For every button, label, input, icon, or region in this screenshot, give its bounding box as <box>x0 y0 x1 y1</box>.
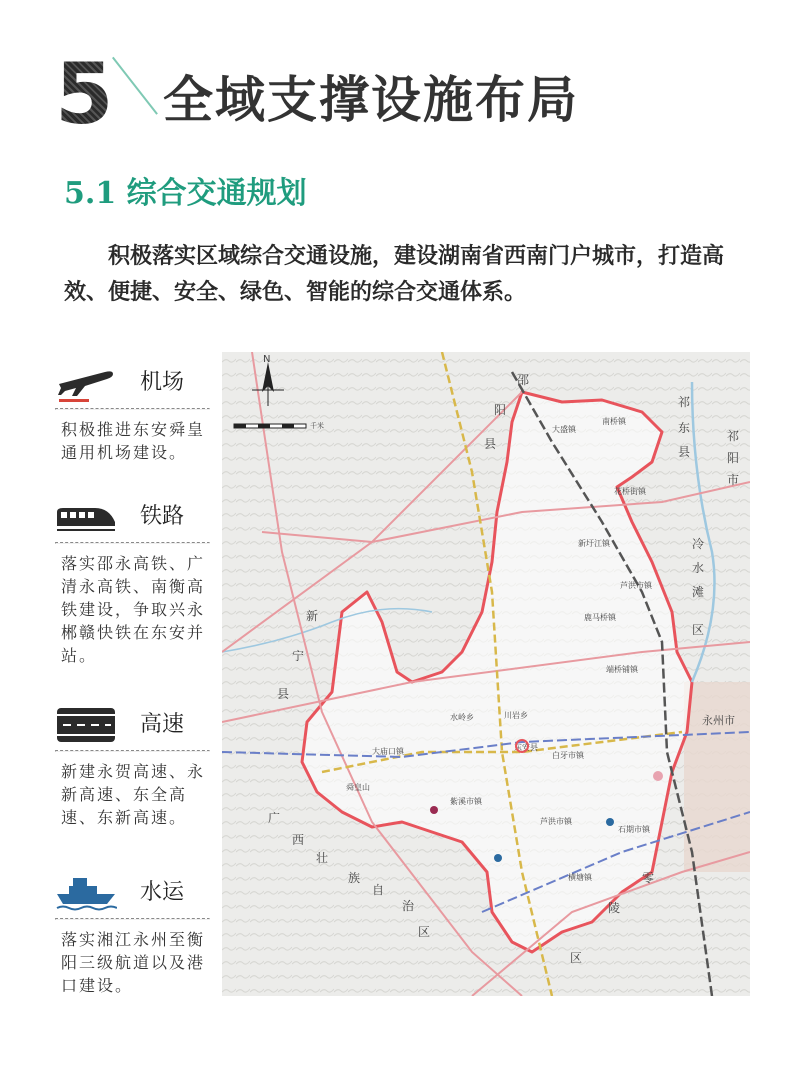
town-label: 大庙口镇 <box>372 747 404 756</box>
chapter-number: 5 <box>55 45 114 143</box>
region-label: 陵 <box>608 901 621 915</box>
sidebar-block-highway <box>55 700 210 829</box>
ship-icon <box>55 872 117 912</box>
region-label: 区 <box>418 925 431 939</box>
sidebar-text-waterway: 落实湘江永州至衡阳三级航道以及港口建设。 <box>61 930 206 995</box>
sidebar-block-railway <box>55 492 210 667</box>
sidebar-text-railway: 落实邵永高铁、广清永高铁、南衡高铁建设，争取兴永郴赣快铁在东安并站。 <box>61 554 206 665</box>
region-label: 县 <box>678 445 691 459</box>
port-marker <box>606 818 614 826</box>
region-label: 治 <box>402 899 415 913</box>
sidebar-label-highway: 高速 <box>140 712 185 737</box>
transport-map <box>222 352 750 996</box>
intro-paragraph: 积极落实区域综合交通设施，建设湖南省西南门户城市，打造高效、便捷、安全、绿色、智能的综合交通体系。 <box>64 243 725 305</box>
region-label: 县 <box>484 437 497 451</box>
town-label: 水岭乡 <box>450 713 474 722</box>
town-label: 紫溪市镇 <box>450 797 482 806</box>
urban-area <box>684 682 750 872</box>
section-title: 5.1 综合交通规划 <box>64 176 307 211</box>
sidebar-divider <box>55 750 210 752</box>
north-label: N <box>263 354 271 365</box>
region-label: 滩 <box>692 585 705 599</box>
region-label: 市 <box>727 473 740 487</box>
port-marker <box>494 854 502 862</box>
town-label: 舜皇山 <box>346 783 370 792</box>
region-label: 县 <box>277 687 290 701</box>
region-label: 阳 <box>494 403 507 417</box>
town-label: 石期市镇 <box>618 825 650 834</box>
town-label: 白牙市镇 <box>552 751 584 760</box>
region-label: 水 <box>692 561 705 575</box>
scale-unit-label: 千米 <box>310 422 324 430</box>
town-label: 芦洪市镇 <box>540 817 572 826</box>
region-label: 族 <box>348 871 361 885</box>
chapter-title: 全域支撑设施布局 <box>163 70 579 129</box>
region-label: 东 <box>678 421 691 435</box>
town-label: 东安县 <box>514 743 538 752</box>
region-label: 宁 <box>292 649 305 663</box>
sidebar-divider <box>55 408 210 410</box>
region-label: 壮 <box>316 851 329 865</box>
town-label: 花桥街镇 <box>614 487 646 496</box>
town-label: 芦洪市镇 <box>620 581 652 590</box>
transport-map-canvas <box>222 352 750 996</box>
region-label: 新 <box>306 609 319 623</box>
chapter-divider <box>112 57 158 115</box>
sidebar-divider <box>55 918 210 920</box>
region-label: 西 <box>292 833 305 847</box>
sidebar-label-waterway: 水运 <box>140 880 185 905</box>
town-label: 川岩乡 <box>504 711 528 720</box>
region-label: 区 <box>692 623 705 637</box>
town-label: 横塘镇 <box>568 873 592 882</box>
airport-marker <box>430 806 438 814</box>
sidebar-label-railway: 铁路 <box>140 504 185 529</box>
region-label: 自 <box>372 883 385 897</box>
sidebar-block-airport <box>55 358 210 464</box>
train-icon <box>55 496 117 536</box>
airport-marker <box>653 771 663 781</box>
region-label: 邵 <box>517 373 530 387</box>
region-label: 祁 <box>727 429 740 443</box>
sidebar-divider <box>55 542 210 544</box>
sidebar-text-airport: 积极推进东安舜皇通用机场建设。 <box>61 420 206 462</box>
sidebar-label-airport: 机场 <box>140 370 185 395</box>
sidebar-text-highway: 新建永贺高速、永新高速、东全高速、东新高速。 <box>61 762 206 827</box>
region-label: 祁 <box>678 395 691 409</box>
highway-icon <box>55 704 117 744</box>
town-label: 南桥镇 <box>602 417 626 426</box>
airplane-icon <box>55 362 117 402</box>
town-label: 端桥铺镇 <box>606 665 638 674</box>
region-label: 区 <box>570 951 583 965</box>
sidebar-block-waterway <box>55 868 210 997</box>
town-label: 大盛镇 <box>552 425 576 434</box>
town-label: 鹿马桥镇 <box>584 613 616 622</box>
region-label: 永州市 <box>702 714 735 727</box>
region-label: 广 <box>268 811 281 825</box>
town-label: 新圩江镇 <box>578 539 610 548</box>
region-label: 阳 <box>727 451 740 465</box>
region-label: 冷 <box>692 537 705 551</box>
region-label: 零 <box>642 871 655 885</box>
